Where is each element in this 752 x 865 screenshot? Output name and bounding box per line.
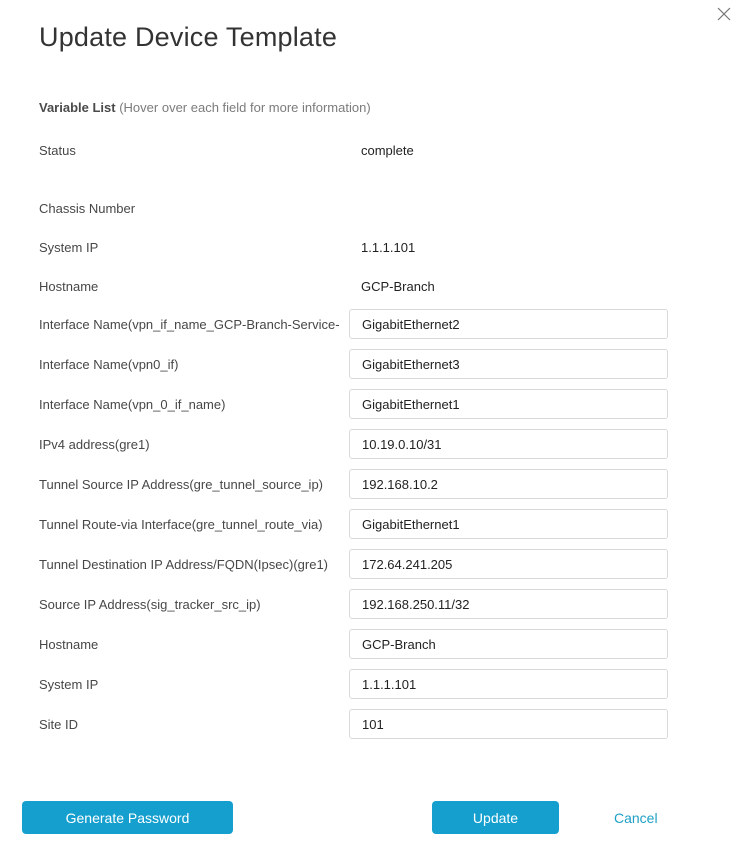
field-value-area — [349, 509, 668, 539]
variable-list-header — [39, 100, 668, 116]
field-label: Hostname — [39, 278, 99, 294]
variable-rows — [39, 141, 668, 739]
field-value-area — [349, 240, 668, 255]
field-row — [39, 549, 668, 579]
generate-password-button[interactable]: Generate Password — [22, 801, 233, 834]
field-label: Source IP Address(sig_tracker_src_ip) — [39, 596, 261, 612]
page-title: Update Device Template — [39, 22, 338, 52]
field-label: Tunnel Destination IP Address/FQDN(Ipsec)(gre1) — [39, 556, 329, 572]
variable-list-hint: (Hover over each field for more information) — [119, 100, 371, 115]
field-input[interactable] — [349, 509, 668, 539]
field-row — [39, 429, 668, 459]
field-row — [39, 669, 668, 699]
field-value-area — [349, 389, 668, 419]
footer-actions — [22, 801, 668, 834]
field-label: Interface Name(vpn_if_name_GCP-Branch-Service- — [39, 316, 340, 332]
field-row — [39, 589, 668, 619]
field-label: Interface Name(vpn0_if) — [39, 356, 179, 372]
cancel-button[interactable]: Cancel — [614, 809, 658, 826]
field-row — [39, 309, 668, 339]
field-input[interactable] — [349, 469, 668, 499]
field-input[interactable] — [349, 549, 668, 579]
field-row — [39, 629, 668, 659]
field-row — [39, 509, 668, 539]
field-label: System IP — [39, 239, 99, 255]
update-button[interactable]: Update — [432, 801, 559, 834]
field-value-area — [349, 309, 668, 339]
field-value: complete — [361, 142, 414, 158]
field-value-area — [349, 349, 668, 379]
field-value-area — [349, 469, 668, 499]
field-label: IPv4 address(gre1) — [39, 436, 150, 452]
field-row — [39, 709, 668, 739]
field-row — [39, 141, 668, 159]
field-label: System IP — [39, 676, 99, 692]
field-input[interactable] — [349, 429, 668, 459]
close-icon[interactable] — [716, 6, 732, 22]
field-row — [39, 277, 668, 295]
field-row — [39, 469, 668, 499]
field-row — [39, 389, 668, 419]
field-value-area — [349, 589, 668, 619]
field-label: Site ID — [39, 716, 79, 732]
field-value-area — [349, 143, 668, 158]
field-value: 1.1.1.101 — [361, 239, 416, 255]
field-input[interactable] — [349, 709, 668, 739]
field-input[interactable] — [349, 389, 668, 419]
field-value-area — [349, 629, 668, 659]
field-value-area — [349, 669, 668, 699]
field-input[interactable] — [349, 349, 668, 379]
field-label: Status — [39, 142, 76, 158]
field-value-area — [349, 429, 668, 459]
field-input[interactable] — [349, 669, 668, 699]
field-row — [39, 238, 668, 256]
field-label: Tunnel Source IP Address(gre_tunnel_source_ip) — [39, 476, 324, 492]
field-value-area — [349, 709, 668, 739]
variable-list-heading: Variable List — [39, 100, 116, 115]
field-value-area — [349, 279, 668, 294]
field-label: Chassis Number — [39, 200, 136, 216]
field-label: Tunnel Route-via Interface(gre_tunnel_route_via) — [39, 516, 323, 532]
field-label: Interface Name(vpn_0_if_name) — [39, 396, 226, 412]
field-value-area — [349, 549, 668, 579]
field-row — [39, 199, 668, 217]
field-value: GCP-Branch — [361, 278, 435, 294]
field-input[interactable] — [349, 589, 668, 619]
field-input[interactable] — [349, 309, 668, 339]
field-input[interactable] — [349, 629, 668, 659]
field-row — [39, 349, 668, 379]
field-label: Hostname — [39, 636, 99, 652]
